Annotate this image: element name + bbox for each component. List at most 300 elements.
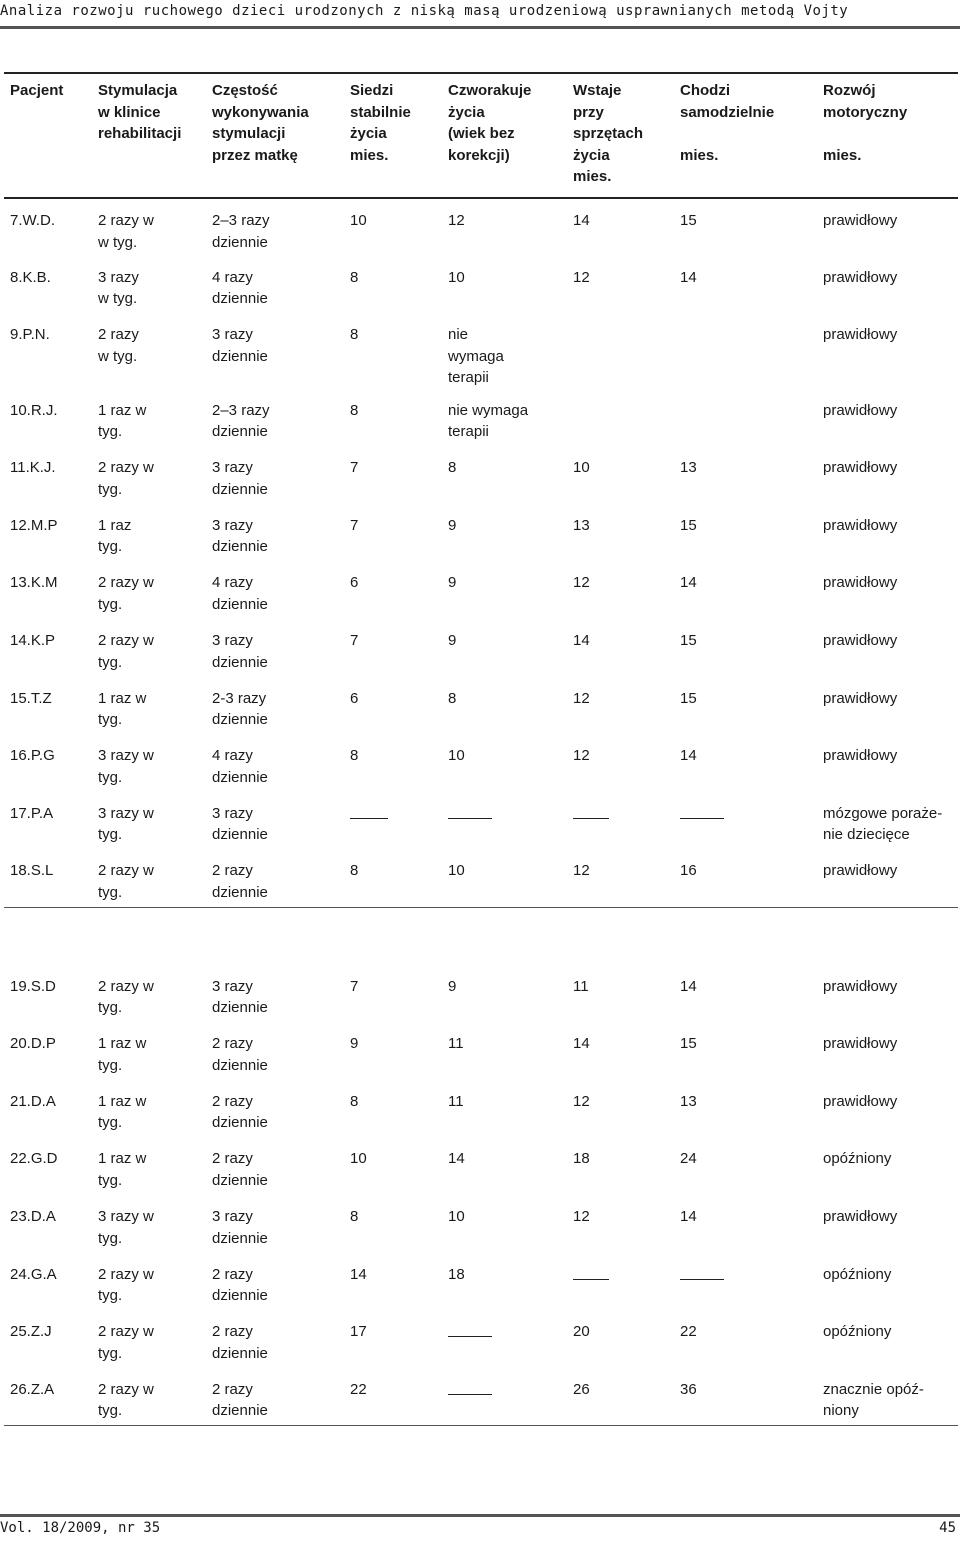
table-cell xyxy=(817,389,958,447)
table-cell xyxy=(817,1310,958,1368)
table-row xyxy=(4,619,958,677)
header-rule xyxy=(0,26,960,29)
cell-text: 2–3 razy dziennie xyxy=(212,401,270,441)
table-cell xyxy=(442,965,567,1023)
cell-text: prawidłowy xyxy=(823,747,898,765)
table-cell xyxy=(567,1080,674,1138)
cell-text: 13 xyxy=(573,516,590,534)
table-cell xyxy=(206,677,344,735)
cell-text: 10 xyxy=(448,268,465,286)
cell-text: 10.R.J. xyxy=(10,401,58,419)
table-cell xyxy=(567,389,674,447)
table-cell xyxy=(344,849,442,907)
table-cell xyxy=(674,1310,817,1368)
table-cell xyxy=(4,504,92,562)
cell-text: 15 xyxy=(680,516,697,534)
table-cell xyxy=(4,1368,92,1426)
table-cell xyxy=(567,561,674,619)
table-cell xyxy=(344,256,442,314)
table-cell xyxy=(442,198,567,256)
cell-text: 3 razy w tyg. xyxy=(98,1208,154,1247)
cell-text: 36 xyxy=(680,1380,697,1398)
table-cell xyxy=(674,561,817,619)
cell-text: 2 razy w tyg. xyxy=(98,862,154,901)
table-cell xyxy=(344,1080,442,1138)
cell-text: 2 razy dziennie xyxy=(212,862,268,901)
table-cell xyxy=(567,1195,674,1253)
cell-text: 13.K.M xyxy=(10,574,58,592)
table-cell xyxy=(4,1022,92,1080)
table-cell xyxy=(344,1137,442,1195)
cell-text: prawidłowy xyxy=(823,268,898,286)
table-cell xyxy=(4,1195,92,1253)
table-cell xyxy=(344,198,442,256)
cell-text: 8 xyxy=(350,862,359,880)
table-cell xyxy=(567,256,674,314)
table-cell xyxy=(344,1368,442,1426)
cell-text: 20 xyxy=(573,1323,590,1341)
table-cell xyxy=(4,965,92,1023)
cell-text: 2 razy w tyg. xyxy=(98,574,154,613)
table-cell xyxy=(206,1368,344,1426)
table-cell xyxy=(567,849,674,907)
table-cell xyxy=(567,1368,674,1426)
table-row xyxy=(4,1253,958,1311)
table-cell xyxy=(206,561,344,619)
table-cell xyxy=(344,619,442,677)
cell-text: 3 razy w tyg. xyxy=(98,268,139,308)
table-cell xyxy=(674,849,817,907)
table-row xyxy=(4,256,958,314)
table-cell xyxy=(344,446,442,504)
blank-line xyxy=(448,1393,492,1395)
cell-text: prawidłowy xyxy=(823,1208,898,1225)
table-cell xyxy=(344,1310,442,1368)
cell-text: 16 xyxy=(680,862,697,880)
cell-text: 2 razy dziennie xyxy=(212,1265,268,1305)
cell-text: 8 xyxy=(350,1092,359,1110)
cell-text: 23.D.A xyxy=(10,1208,56,1225)
cell-text: prawidłowy xyxy=(823,212,898,229)
cell-text: 8 xyxy=(350,1208,359,1225)
table-cell xyxy=(817,849,958,907)
cell-text: 2–3 razy dziennie xyxy=(212,212,270,251)
table-cell xyxy=(567,446,674,504)
cell-text: 8.K.B. xyxy=(10,268,51,286)
column-header: Stymulacja w klinice rehabilitacji xyxy=(98,82,182,142)
table-cell xyxy=(567,792,674,850)
table-row xyxy=(4,1368,958,1426)
cell-text: 2 razy dziennie xyxy=(212,1323,268,1362)
table-cell xyxy=(4,1080,92,1138)
table-cell xyxy=(442,1310,567,1368)
cell-text: 12 xyxy=(573,862,590,880)
table-cell xyxy=(344,734,442,792)
group-gap xyxy=(4,907,958,965)
cell-text: 24.G.A xyxy=(10,1265,57,1283)
table-cell xyxy=(567,313,674,389)
blank-line xyxy=(680,1278,724,1280)
cell-text: 14.K.P xyxy=(10,632,56,650)
table-cell xyxy=(206,965,344,1023)
cell-text: 4 razy dziennie xyxy=(212,747,268,786)
table-cell xyxy=(442,1022,567,1080)
cell-text: opóźniony xyxy=(823,1265,892,1283)
cell-text: 6 xyxy=(350,689,359,707)
cell-text: 14 xyxy=(350,1265,367,1283)
table-cell xyxy=(442,504,567,562)
page-number: 45 xyxy=(939,1520,956,1536)
table-cell xyxy=(674,256,817,314)
table-row xyxy=(4,446,958,504)
table-cell xyxy=(442,256,567,314)
cell-text: prawidłowy xyxy=(823,977,898,995)
table-cell xyxy=(4,677,92,735)
table-cell xyxy=(344,389,442,447)
table-cell xyxy=(4,1137,92,1195)
cell-text: 24 xyxy=(680,1150,697,1168)
table-cell xyxy=(442,677,567,735)
table-cell xyxy=(442,1253,567,1311)
table-row xyxy=(4,1137,958,1195)
cell-text: 8 xyxy=(350,747,359,765)
cell-text: 12 xyxy=(573,689,590,707)
table-cell xyxy=(442,792,567,850)
table-cell xyxy=(206,849,344,907)
results-table xyxy=(4,76,958,1426)
running-head: Analiza rozwoju ruchowego dzieci urodzonych z niską masą urodzeniową usprawnianych metodą Vojty xyxy=(0,3,849,19)
table-cell xyxy=(817,619,958,677)
table-cell xyxy=(92,1195,206,1253)
cell-text: prawidłowy xyxy=(823,516,898,534)
table-cell xyxy=(92,561,206,619)
table-cell xyxy=(674,1195,817,1253)
table-cell xyxy=(206,1022,344,1080)
table-row xyxy=(4,734,958,792)
table-cell xyxy=(344,965,442,1023)
table-cell xyxy=(4,1310,92,1368)
table-cell xyxy=(344,677,442,735)
cell-text: 21.D.A xyxy=(10,1092,56,1110)
cell-text: 2 razy w tyg. xyxy=(98,459,154,498)
cell-text: 10 xyxy=(573,459,590,477)
table-cell xyxy=(442,1080,567,1138)
table-cell xyxy=(817,1253,958,1311)
table-cell xyxy=(567,504,674,562)
table-cell xyxy=(442,619,567,677)
table-cell xyxy=(4,256,92,314)
cell-text: 1 raz w tyg. xyxy=(98,1150,147,1189)
cell-text: 14 xyxy=(680,747,697,765)
table-row xyxy=(4,1195,958,1253)
table-cell xyxy=(92,619,206,677)
cell-text: 14 xyxy=(680,268,697,286)
table-cell xyxy=(344,561,442,619)
cell-text: 22.G.D xyxy=(10,1150,58,1168)
cell-text: prawidłowy xyxy=(823,1092,898,1110)
table-cell xyxy=(674,677,817,735)
cell-text: 8 xyxy=(350,401,359,419)
table-cell xyxy=(206,619,344,677)
cell-text: 7 xyxy=(350,459,359,477)
cell-text: 12 xyxy=(448,212,465,229)
cell-text: 13 xyxy=(680,1092,697,1110)
cell-text: 1 raz w tyg. xyxy=(98,401,147,441)
table-cell xyxy=(92,677,206,735)
table-cell xyxy=(674,1253,817,1311)
cell-text: prawidłowy xyxy=(823,459,898,477)
table-cell xyxy=(92,965,206,1023)
cell-text: 17 xyxy=(350,1323,367,1341)
cell-text: 2 razy dziennie xyxy=(212,1035,268,1074)
cell-text: 3 razy dziennie xyxy=(212,459,268,498)
table-cell xyxy=(92,1253,206,1311)
blank-line xyxy=(448,817,492,819)
cell-text: 10 xyxy=(448,862,465,880)
table-cell xyxy=(344,1195,442,1253)
cell-text: 12 xyxy=(573,574,590,592)
table-row xyxy=(4,849,958,907)
table-cell xyxy=(4,198,92,256)
cell-text: 6 xyxy=(350,574,359,592)
blank-line xyxy=(680,817,724,819)
table-cell xyxy=(674,313,817,389)
cell-text: 8 xyxy=(448,459,457,477)
cell-text: 2 razy w tyg. xyxy=(98,1323,154,1362)
table-cell xyxy=(4,619,92,677)
cell-text: 15 xyxy=(680,1035,697,1053)
table-cell xyxy=(92,1137,206,1195)
cell-text: 7 xyxy=(350,632,359,650)
cell-text: 1 raz w tyg. xyxy=(98,689,147,729)
cell-text: 1 raz tyg. xyxy=(98,516,132,556)
table-cell xyxy=(442,734,567,792)
cell-text: 3 razy w tyg. xyxy=(98,804,154,844)
cell-text: 1 raz w tyg. xyxy=(98,1092,147,1132)
table-cell xyxy=(817,734,958,792)
cell-text: 10 xyxy=(448,1208,465,1225)
table-cell xyxy=(817,504,958,562)
cell-text: prawidłowy xyxy=(823,401,898,419)
cell-text: 18 xyxy=(448,1265,465,1283)
journal-issue: Vol. 18/2009, nr 35 xyxy=(0,1520,161,1536)
cell-text: 14 xyxy=(680,977,697,995)
table-row xyxy=(4,792,958,850)
cell-text: 2 razy w tyg. xyxy=(98,326,139,365)
table-cell xyxy=(674,619,817,677)
cell-text: 3 razy w tyg. xyxy=(98,747,154,786)
table-cell xyxy=(4,1253,92,1311)
column-header: Wstaje przy sprzętach życia mies. xyxy=(573,82,644,185)
table-cell xyxy=(567,1310,674,1368)
table-cell xyxy=(442,849,567,907)
table-cell xyxy=(817,1137,958,1195)
table-cell xyxy=(817,1022,958,1080)
table-cell xyxy=(92,198,206,256)
cell-text: prawidłowy xyxy=(823,326,898,344)
cell-text: 8 xyxy=(350,268,359,286)
table-cell xyxy=(442,446,567,504)
table-cell xyxy=(344,1253,442,1311)
table-cell xyxy=(92,256,206,314)
table-cell xyxy=(4,849,92,907)
table-cell xyxy=(674,965,817,1023)
table-top-rule xyxy=(4,72,958,74)
cell-text: 9 xyxy=(448,574,457,592)
table-cell xyxy=(817,313,958,389)
cell-text: 4 razy dziennie xyxy=(212,574,268,613)
table-header xyxy=(4,76,958,198)
cell-text: 2 razy w tyg. xyxy=(98,1380,154,1420)
cell-text: 11 xyxy=(448,1035,464,1053)
blank-line xyxy=(448,1335,492,1337)
blank-line xyxy=(573,1278,609,1280)
cell-text: 3 razy dziennie xyxy=(212,1208,268,1247)
cell-text: 8 xyxy=(448,689,457,707)
table-cell xyxy=(567,677,674,735)
table-row xyxy=(4,313,958,389)
cell-text: 22 xyxy=(350,1380,367,1398)
cell-text: 9 xyxy=(448,632,457,650)
cell-text: 9 xyxy=(350,1035,359,1053)
column-header: Pacjent xyxy=(10,82,64,99)
cell-text: 3 razy dziennie xyxy=(212,977,268,1017)
cell-text: 18 xyxy=(573,1150,590,1168)
table-cell xyxy=(206,313,344,389)
table-cell xyxy=(206,1195,344,1253)
table-row xyxy=(4,1310,958,1368)
cell-text: 9.P.N. xyxy=(10,326,50,344)
cell-text: 2 razy w tyg. xyxy=(98,632,154,671)
cell-text: 14 xyxy=(680,574,697,592)
cell-text: 16.P.G xyxy=(10,747,55,765)
table-cell xyxy=(206,256,344,314)
table-cell xyxy=(674,504,817,562)
cell-text: 12 xyxy=(573,1092,590,1110)
column-header: Chodzi samodzielnie mies. xyxy=(680,82,775,164)
table-cell xyxy=(567,965,674,1023)
cell-text: 8 xyxy=(350,326,359,344)
cell-text: 7 xyxy=(350,516,359,534)
table-cell xyxy=(206,446,344,504)
table-cell xyxy=(4,313,92,389)
table-cell xyxy=(344,792,442,850)
table-cell xyxy=(344,1022,442,1080)
table-row xyxy=(4,504,958,562)
table-cell xyxy=(567,198,674,256)
table-cell xyxy=(4,734,92,792)
cell-text: 3 razy dziennie xyxy=(212,326,268,365)
cell-text: 18.S.L xyxy=(10,862,54,880)
table-cell xyxy=(92,389,206,447)
table-cell xyxy=(817,1080,958,1138)
table-cell xyxy=(442,389,567,447)
cell-text: prawidłowy xyxy=(823,632,898,650)
cell-text: 15 xyxy=(680,689,697,707)
table-cell xyxy=(92,446,206,504)
cell-text: 13 xyxy=(680,459,697,477)
table-cell xyxy=(442,313,567,389)
footer-rule xyxy=(0,1514,960,1517)
cell-text: 2 razy dziennie xyxy=(212,1150,268,1189)
table-cell xyxy=(4,389,92,447)
table-cell xyxy=(206,198,344,256)
cell-text: 26.Z.A xyxy=(10,1380,55,1398)
table-cell xyxy=(817,256,958,314)
table-cell xyxy=(442,561,567,619)
table-cell xyxy=(206,1253,344,1311)
cell-text: 26 xyxy=(573,1380,590,1398)
table-cell xyxy=(674,1368,817,1426)
table-cell xyxy=(206,792,344,850)
table-cell xyxy=(674,1137,817,1195)
table-row xyxy=(4,561,958,619)
table-cell xyxy=(206,1137,344,1195)
table-cell xyxy=(206,389,344,447)
table-cell xyxy=(817,792,958,850)
cell-text: 10 xyxy=(448,747,465,765)
table-cell xyxy=(92,1022,206,1080)
blank-line xyxy=(350,817,388,819)
table-cell xyxy=(206,1310,344,1368)
cell-text: 2-3 razy dziennie xyxy=(212,689,268,729)
cell-text: 25.Z.J xyxy=(10,1323,52,1341)
table-cell xyxy=(442,1195,567,1253)
blank-line xyxy=(573,817,609,819)
table-cell xyxy=(206,734,344,792)
cell-text: znacznie opóź- niony xyxy=(823,1380,924,1420)
cell-text: 3 razy dziennie xyxy=(212,632,268,671)
table-cell xyxy=(674,198,817,256)
cell-text: prawidłowy xyxy=(823,689,898,707)
cell-text: prawidłowy xyxy=(823,574,898,592)
cell-text: 3 razy dziennie xyxy=(212,516,268,556)
cell-text: 9 xyxy=(448,977,457,995)
cell-text: prawidłowy xyxy=(823,1035,898,1053)
cell-text: 12 xyxy=(573,747,590,765)
table-row xyxy=(4,198,958,256)
cell-text: 14 xyxy=(573,212,590,229)
table-cell xyxy=(442,1137,567,1195)
table-cell xyxy=(92,504,206,562)
cell-text: 14 xyxy=(573,632,590,650)
table-cell xyxy=(567,619,674,677)
table-cell xyxy=(4,446,92,504)
cell-text: 17.P.A xyxy=(10,804,54,822)
cell-text: 15 xyxy=(680,212,697,229)
table-cell xyxy=(674,389,817,447)
cell-text: 1 raz w tyg. xyxy=(98,1035,147,1074)
column-header: Częstość wykonywania stymulacji przez matkę xyxy=(212,82,309,164)
cell-text: 7 xyxy=(350,977,359,995)
table-cell xyxy=(567,1253,674,1311)
table-cell xyxy=(674,1080,817,1138)
table-cell xyxy=(92,849,206,907)
cell-text: 4 razy dziennie xyxy=(212,268,268,308)
cell-text: 2 razy w w tyg. xyxy=(98,212,154,251)
table-cell xyxy=(92,792,206,850)
cell-text: nie wymaga terapii xyxy=(448,401,529,441)
cell-text: 15.T.Z xyxy=(10,689,52,707)
cell-text: 2 razy dziennie xyxy=(212,1380,268,1420)
table-row xyxy=(4,1022,958,1080)
table-cell xyxy=(817,1195,958,1253)
table-cell xyxy=(817,965,958,1023)
table-cell xyxy=(674,792,817,850)
table-cell xyxy=(92,1310,206,1368)
column-header: Czworakuje życia (wiek bez korekcji) xyxy=(448,82,532,164)
cell-text: 3 razy dziennie xyxy=(212,804,268,844)
